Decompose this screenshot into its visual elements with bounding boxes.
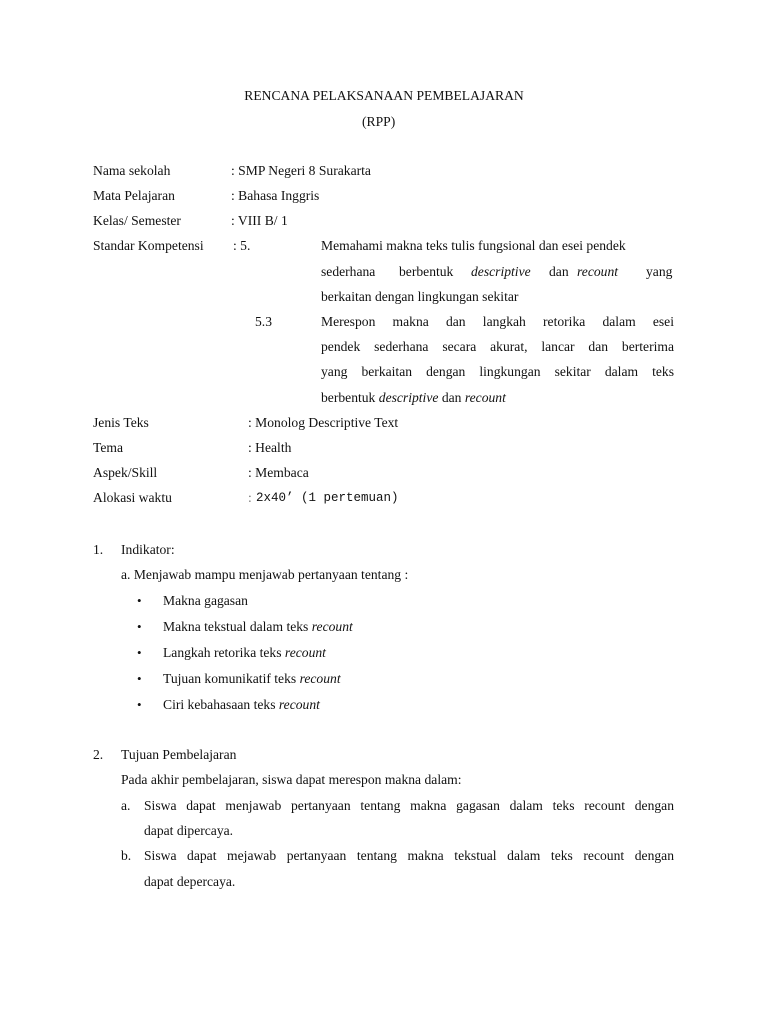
tujuan-a-line-2: dapat dipercaya.	[144, 823, 234, 838]
kompetensi-dasar-number: 5.3	[255, 314, 272, 329]
alokasi-waktu-label: Alokasi waktu	[93, 490, 172, 505]
bullet-icon: •	[137, 671, 142, 686]
kompetensi-dasar-line-1: Merespon makna dan langkah retorika dalam esei	[321, 314, 674, 329]
indikator-bullet-4: Tujuan komunikatif teks recount	[163, 671, 341, 686]
indikator-sub-a: a. Menjawab mampu menjawab pertanyaan tentang :	[121, 567, 409, 582]
kompetensi-dasar-line-4: berbentuk descriptive dan recount	[321, 390, 506, 405]
nama-sekolah-label: Nama sekolah	[93, 163, 171, 178]
section-2-title: Tujuan Pembelajaran	[121, 747, 237, 762]
section-1-title: Indikator:	[121, 542, 175, 557]
kelas-value: : VIII B/ 1	[231, 213, 288, 228]
document-subtitle: (RPP)	[362, 114, 396, 129]
standar-kompetensi-line-2-e: recount	[577, 264, 619, 279]
standar-kompetensi-label: Standar Kompetensi	[93, 238, 204, 253]
tema-label: Tema	[93, 440, 123, 455]
standar-kompetensi-line-2-b: berbentuk	[399, 264, 454, 279]
bullet-icon: •	[137, 593, 142, 608]
aspek-skill-value: : Membaca	[248, 465, 309, 480]
aspek-skill-label: Aspek/Skill	[93, 465, 158, 480]
standar-kompetensi-line-1: Memahami makna teks tulis fungsional dan esei pendek	[321, 238, 626, 253]
tujuan-a-line-1: Siswa dapat menjawab pertanyaan tentang makna gagasan dalam teks recount dengan	[144, 798, 674, 813]
alokasi-waktu-colon: :	[248, 490, 252, 505]
kelas-label: Kelas/ Semester	[93, 213, 181, 228]
standar-kompetensi-line-2-f: yang	[646, 264, 673, 279]
standar-kompetensi-number: : 5.	[233, 238, 251, 253]
standar-kompetensi-line-2-a: sederhana	[321, 264, 376, 279]
mata-pelajaran-value: : Bahasa Inggris	[231, 188, 320, 203]
tema-value: : Health	[248, 440, 292, 455]
bullet-icon: •	[137, 619, 142, 634]
tujuan-b-line-2: dapat depercaya.	[144, 874, 236, 889]
indikator-bullet-2: Makna tekstual dalam teks recount	[163, 619, 353, 634]
standar-kompetensi-line-3: berkaitan dengan lingkungan sekitar	[321, 289, 519, 304]
mata-pelajaran-label: Mata Pelajaran	[93, 188, 175, 203]
alokasi-waktu-value: 2x40’ (1 pertemuan)	[256, 491, 399, 505]
document-title: RENCANA PELAKSANAAN PEMBELAJARAN	[244, 88, 524, 103]
standar-kompetensi-line-2-d: dan	[549, 264, 569, 279]
standar-kompetensi-line-2-c: descriptive	[471, 264, 531, 279]
tujuan-b-label: b.	[121, 848, 132, 863]
jenis-teks-label: Jenis Teks	[93, 415, 149, 430]
indikator-bullet-5: Ciri kebahasaan teks recount	[163, 697, 320, 712]
jenis-teks-value: : Monolog Descriptive Text	[248, 415, 399, 430]
kompetensi-dasar-line-3: yang berkaitan dengan lingkungan sekitar dalam teks	[321, 364, 674, 379]
section-1-number: 1.	[93, 542, 104, 557]
tujuan-intro: Pada akhir pembelajaran, siswa dapat merespon makna dalam:	[121, 772, 462, 787]
bullet-icon: •	[137, 697, 142, 712]
indikator-bullet-1: Makna gagasan	[163, 593, 248, 608]
nama-sekolah-value: : SMP Negeri 8 Surakarta	[231, 163, 371, 178]
indikator-bullet-3: Langkah retorika teks recount	[163, 645, 326, 660]
tujuan-b-line-1: Siswa dapat mejawab pertanyaan tentang makna tekstual dalam teks recount dengan	[144, 848, 674, 863]
bullet-icon: •	[137, 645, 142, 660]
section-2-number: 2.	[93, 747, 104, 762]
tujuan-a-label: a.	[121, 798, 131, 813]
kompetensi-dasar-line-2: pendek sederhana secara akurat, lancar dan berterima	[321, 339, 674, 354]
